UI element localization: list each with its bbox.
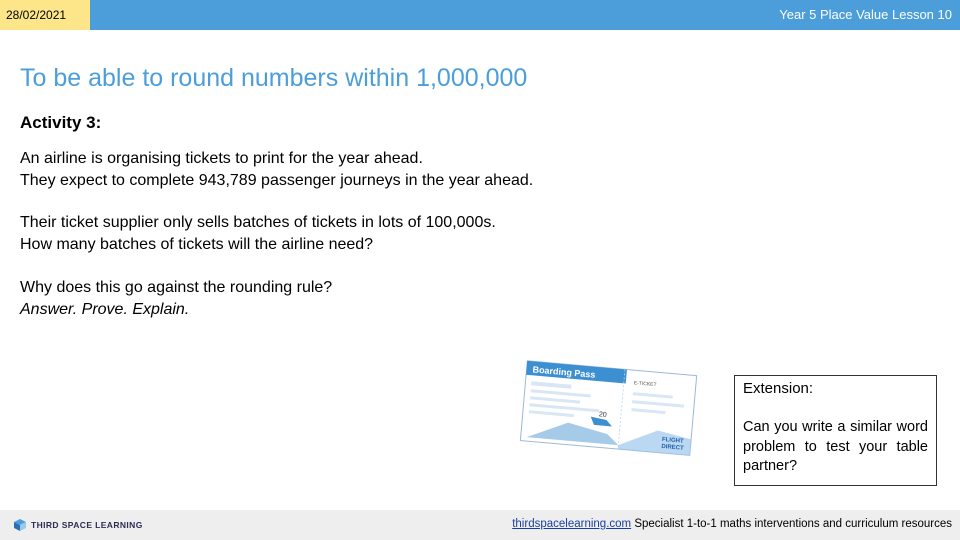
logo-text: THIRD SPACE LEARNING <box>31 520 143 530</box>
logo-icon <box>13 518 27 532</box>
reasoning-prompt <box>20 277 332 321</box>
reasoning-prompt-line-1: Why does this go against the rounding rule? <box>20 279 333 296</box>
pass-brand-line-2: DIRECT <box>661 443 684 452</box>
lesson-title: Year 5 Place Value Lesson 10 <box>779 7 952 22</box>
reasoning-prompt-line-2: Answer. Prove. Explain. <box>20 301 190 318</box>
pass-heading: Boarding Pass <box>532 364 596 380</box>
problem-question <box>20 212 496 256</box>
pass-number: 20 <box>598 411 607 419</box>
pass-ticket-label: E-TICKET <box>633 380 657 389</box>
boarding-pass-image <box>509 360 705 468</box>
pass-brand-line-1: FLIGHT <box>661 436 684 445</box>
date-label: 28/02/2021 <box>0 0 90 30</box>
problem-intro-line-1: An airline is organising tickets to print for the year ahead. <box>20 150 423 167</box>
extension-body: Can you write a similar word problem to test your table partner? <box>743 419 928 474</box>
logo <box>13 518 143 532</box>
website-link[interactable]: thirdspacelearning.com <box>512 518 632 530</box>
problem-question-line-1: Their ticket supplier only sells batches of tickets in lots of 100,000s. <box>20 214 496 231</box>
footer-tagline: Specialist 1-to-1 maths interventions and curriculum resources <box>631 518 952 530</box>
activity-heading: Activity 3: <box>20 113 102 132</box>
problem-intro-line-2: They expect to complete 943,789 passenger journeys in the year ahead. <box>20 172 534 189</box>
problem-intro <box>20 148 533 192</box>
footer-credit <box>512 518 952 530</box>
extension-heading: Extension: <box>743 380 814 397</box>
extension-box <box>734 375 937 486</box>
footer-bar <box>0 510 960 540</box>
page-title: To be able to round numbers within 1,000,000 <box>20 64 528 92</box>
header-bar <box>0 0 960 30</box>
problem-question-line-2: How many batches of tickets will the airline need? <box>20 236 374 253</box>
